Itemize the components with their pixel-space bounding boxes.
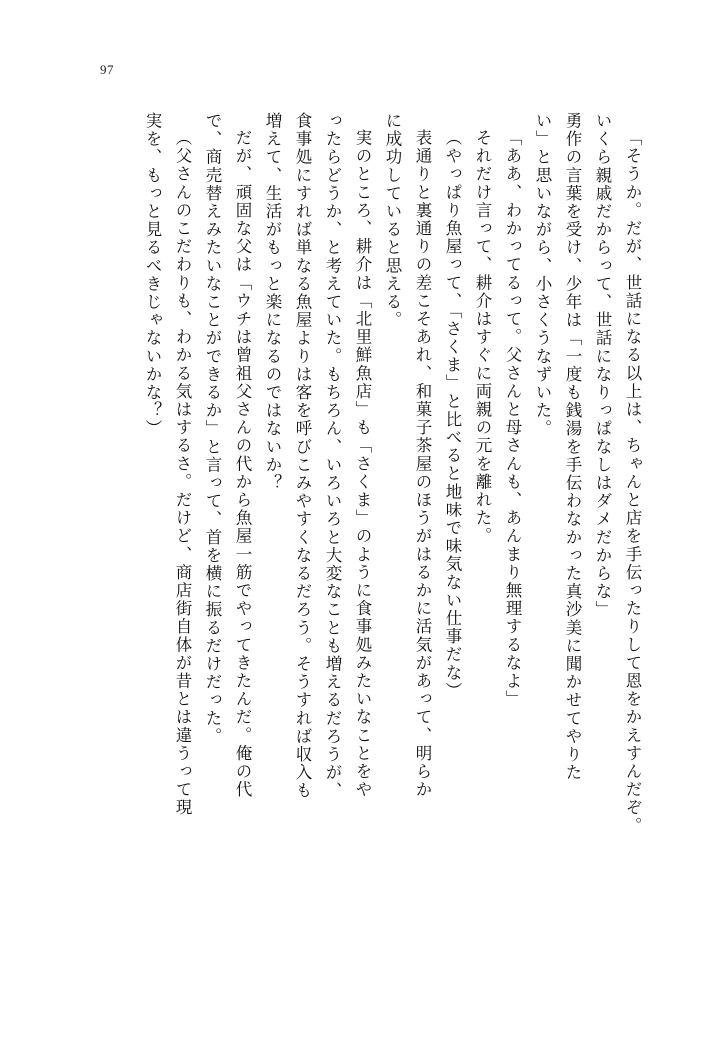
text-column: だが、頑固な父は「ウチは曾祖父さんの代から魚屋一筋でやってきたんだ。俺の代 xyxy=(233,129,252,799)
text-column: 食事処にすれば単なる魚屋よりは客を呼びこみやすくなるだろう。そうすれば収入も xyxy=(293,112,312,800)
text-column: （父さんのこだわりも、わかる気はするさ。だけど、商店街自体が昔とは違うって現 xyxy=(173,129,192,817)
text-column: （やっぱり魚屋って、「さくま」と比べると地味で味気ない仕事だな） xyxy=(443,129,462,700)
page-number: 97 xyxy=(100,62,114,77)
text-column: 「ああ、わかってるって。父さんと母さんも、あんまり無理するなよ」 xyxy=(503,129,522,709)
text-column: それだけ言って、耕介はすぐに両親の元を離れた。 xyxy=(473,129,492,546)
vertical-text-block xyxy=(64,112,640,972)
text-column: 増えて、生活がもっと楽になるのではないか？ xyxy=(263,112,282,493)
text-column: い」と思いながら、小さくうなずいた。 xyxy=(533,112,552,438)
text-column: で、商売替えみたいなことができるか」と言って、首を横に振るだけだった。 xyxy=(203,112,222,746)
text-column: ったらどうか、と考えていた。もちろん、いろいろと大変なことも増えるだろうが、 xyxy=(323,112,342,800)
text-column: 表通りと裏通りの差こそあれ、和菓子茶屋のほうがはるかに活気があって、明らか xyxy=(413,129,432,799)
text-column: 実のところ、耕介は「北里鮮魚店」も「さくま」のように食事処みたいなことをや xyxy=(353,129,372,799)
text-column: 「そうか。だが、世話になる以上は、ちゃんと店を手伝ったりして恩をかえすんだぞ。 xyxy=(623,129,642,835)
text-column: いくら親戚だからって、世話になりっぱなしはダメだからな」 xyxy=(593,112,612,619)
text-column: 実を、もっと見るべきじゃないかな？） xyxy=(143,112,162,438)
text-column: 勇作の言葉を受け、少年は「一度も銭湯を手伝わなかった真沙美に聞かせてやりた xyxy=(563,112,582,782)
text-column: に成功していると思える。 xyxy=(383,112,402,330)
